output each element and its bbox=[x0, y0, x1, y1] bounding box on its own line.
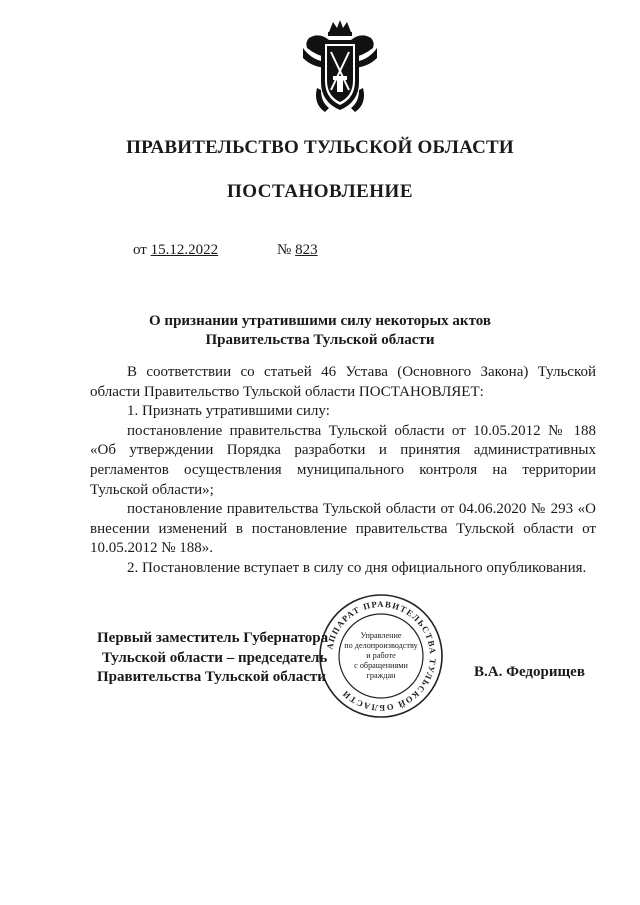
stamp-line: по делопроизводству bbox=[344, 641, 418, 650]
stamp-line: граждан bbox=[366, 671, 396, 680]
position-line: Тульской области – председатель bbox=[102, 649, 328, 666]
document-type: ПОСТАНОВЛЕНИЕ bbox=[226, 181, 414, 202]
document-subject bbox=[0, 312, 640, 350]
position-line: Первый заместитель Губернатора bbox=[97, 630, 329, 646]
document-number bbox=[277, 242, 318, 259]
number-prefix: № bbox=[277, 242, 292, 258]
document-body bbox=[90, 363, 596, 579]
stamp-text bbox=[340, 631, 422, 681]
stamp-line: с обращениями bbox=[354, 661, 408, 670]
body-paragraph: 2. Постановление вступает в силу со дня официального опубликования. bbox=[127, 559, 587, 576]
stamp-line: и работе bbox=[366, 651, 396, 660]
subject-line: Правительства Тульской области bbox=[205, 332, 435, 348]
body-paragraph: постановление правительства Тульской области от 04.06.2020 № 293 «О внесении изменений в постановление правительства Тульской области от 10.05.2012 № 188». bbox=[90, 501, 596, 557]
date-value: 15.12.2022 bbox=[150, 242, 219, 258]
body-paragraph: В соответствии со статьей 46 Устава (Основного Закона) Тульской области Правительство Тульской области ПОСТАНОВЛЯЕТ: bbox=[90, 364, 596, 400]
number-value: 823 bbox=[295, 242, 318, 258]
document-date bbox=[133, 242, 218, 259]
body-paragraph: 1. Признать утратившими силу: bbox=[127, 403, 330, 420]
body-paragraph: постановление правительства Тульской области от 10.05.2012 № 188 «Об утверждении Порядка разработки и принятия административных регламентов осуществления муниципального контроля на территории Тульской области»; bbox=[90, 422, 596, 498]
tula-coat-of-arms-icon bbox=[299, 18, 381, 118]
signatory-name: В.А. Федорищев bbox=[474, 664, 585, 680]
government-title: ПРАВИТЕЛЬСТВО ТУЛЬСКОЙ ОБЛАСТИ bbox=[126, 137, 514, 158]
position-line: Правительства Тульской области bbox=[97, 669, 326, 685]
stamp-line: Управление bbox=[360, 631, 402, 640]
date-prefix: от bbox=[133, 242, 147, 258]
stamp-ring-text: АППАРАТ ПРАВИТЕЛЬСТВА ТУЛЬСКОЙ ОБЛАСТИ bbox=[324, 598, 439, 714]
subject-line: О признании утратившими силу некоторых актов bbox=[149, 313, 491, 329]
signatory-position bbox=[97, 629, 328, 688]
